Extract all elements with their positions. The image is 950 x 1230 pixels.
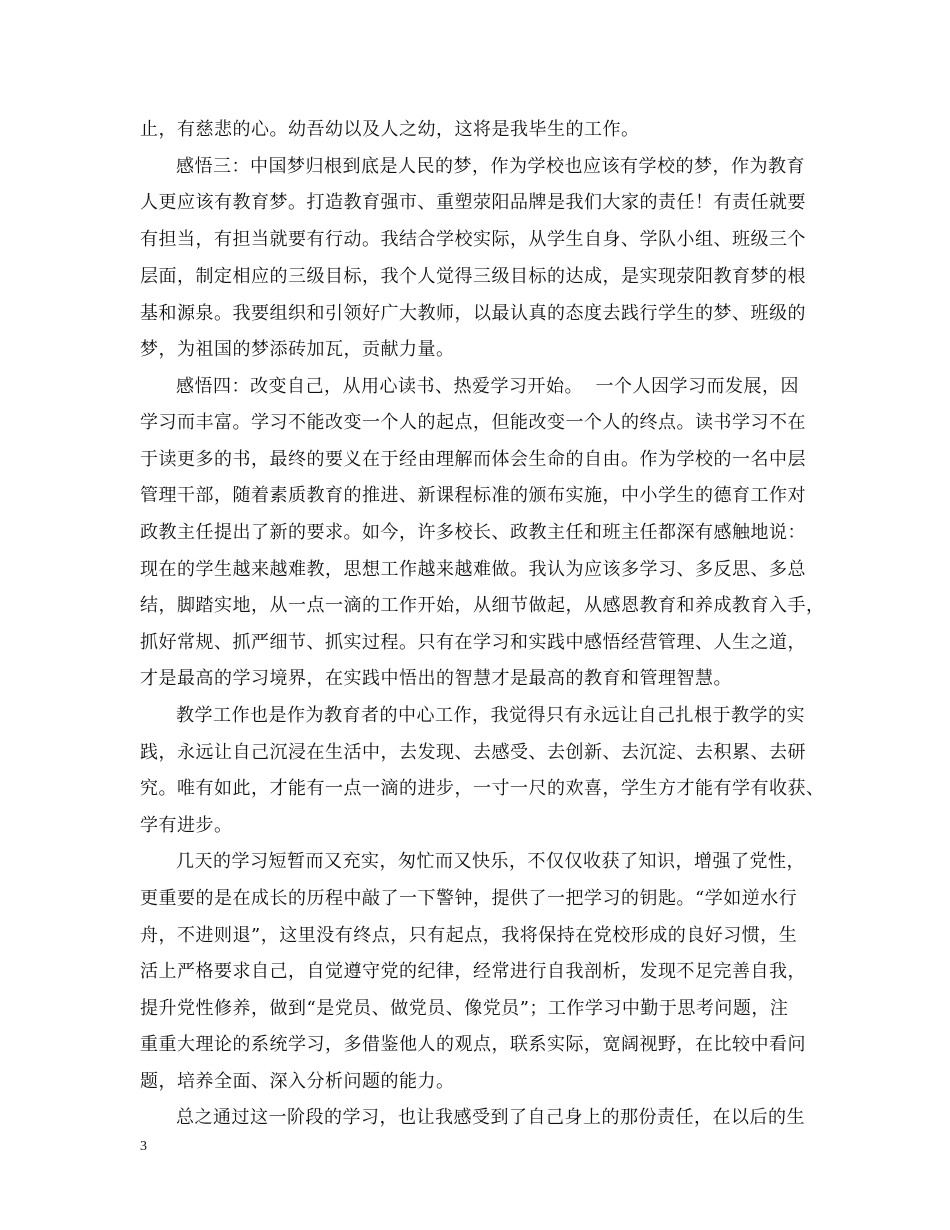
text-line: 抓好常规、抓严细节、抓实过程。只有在学习和实践中感悟经营管理、人生之道， bbox=[140, 632, 806, 653]
text-line: 现在的学生越来越难教，思想工作越来越难做。我认为应该多学习、多反思、多总 bbox=[140, 559, 806, 580]
paragraph-first-line: 总之通过这一阶段的学习，也让我感受到了自己身上的那份责任，在以后的生 bbox=[176, 1107, 805, 1128]
text-line: 有担当，有担当就要有行动。我结合学校实际，从学生自身、学队小组、班级三个 bbox=[140, 229, 806, 250]
text-line: 活上严格要求自己，自觉遵守党的纪律，经常进行自我剖析，发现不足完善自我， bbox=[140, 961, 806, 982]
text-line: 舟，不进则退”，这里没有终点，只有起点，我将保持在党校形成的良好习惯，生 bbox=[140, 925, 798, 946]
text-line: 题，培养全面、深入分析问题的能力。 bbox=[140, 1071, 455, 1092]
text-line: 才是最高的学习境界，在实践中悟出的智慧才是最高的教育和管理智慧。 bbox=[140, 668, 732, 689]
text-line: 践，永远让自己沉浸在生活中，去发现、去感受、去创新、去沉淀、去积累、去研 bbox=[140, 742, 806, 763]
text-line: 人更应该有教育梦。打造教育强市、重塑荥阳品牌是我们大家的责任！有责任就要 bbox=[140, 192, 806, 213]
text-line: 学有进步。 bbox=[140, 815, 233, 836]
page-number: 3 bbox=[140, 1139, 147, 1154]
text-line: 更重要的是在成长的历程中敲了一下警钟，提供了一把学习的钥匙。“学如逆水行 bbox=[140, 888, 798, 909]
text-line: 学习而丰富。学习不能改变一个人的起点，但能改变一个人的终点。读书学习不在 bbox=[140, 412, 806, 433]
paragraph-first-line: 感悟四：改变自己，从用心读书、热爱学习开始。 一个人因学习而发展，因 bbox=[176, 376, 799, 397]
text-line: 管理干部，随着素质教育的推进、新课程标准的颁布实施，中小学生的德育工作对 bbox=[140, 485, 806, 506]
text-line: 止，有慈悲的心。幼吾幼以及人之幼，这将是我毕生的工作。 bbox=[140, 119, 640, 140]
text-line: 基和源泉。我要组织和引领好广大教师，以最认真的态度去践行学生的梦、班级的 bbox=[140, 303, 806, 324]
text-line: 提升党性修养，做到“是党员、做党员、像党员”；工作学习中勤于思考问题，注 bbox=[140, 998, 789, 1019]
paragraph-first-line: 教学工作也是作为教育者的中心工作，我觉得只有永远让自己扎根于教学的实 bbox=[176, 705, 805, 726]
paragraph-first-line: 感悟三：中国梦归根到底是人民的梦，作为学校也应该有学校的梦，作为教育 bbox=[176, 156, 805, 177]
text-line: 政教主任提出了新的要求。如今，许多校长、政教主任和班主任都深有感触地说： bbox=[140, 522, 806, 543]
text-line: 重重大理论的系统学习，多借鉴他人的观点，联系实际，宽阔视野，在比较中看问 bbox=[140, 1034, 806, 1055]
paragraph-first-line: 几天的学习短暂而又充实，匆忙而又快乐，不仅仅收获了知识，增强了党性， bbox=[176, 851, 805, 872]
text-line: 层面，制定相应的三级目标，我个人觉得三级目标的达成，是实现荥阳教育梦的根 bbox=[140, 266, 806, 287]
text-line: 结，脚踏实地，从一点一滴的工作开始，从细节做起，从感恩教育和养成教育入手， bbox=[140, 595, 825, 616]
text-line: 究。唯有如此，才能有一点一滴的进步，一寸一尺的欢喜，学生方才能有学有收获、 bbox=[140, 778, 825, 799]
text-line: 于读更多的书，最终的要义在于经由理解而体会生命的自由。作为学校的一名中层 bbox=[140, 449, 806, 470]
text-line: 梦，为祖国的梦添砖加瓦，贡献力量。 bbox=[140, 339, 455, 360]
